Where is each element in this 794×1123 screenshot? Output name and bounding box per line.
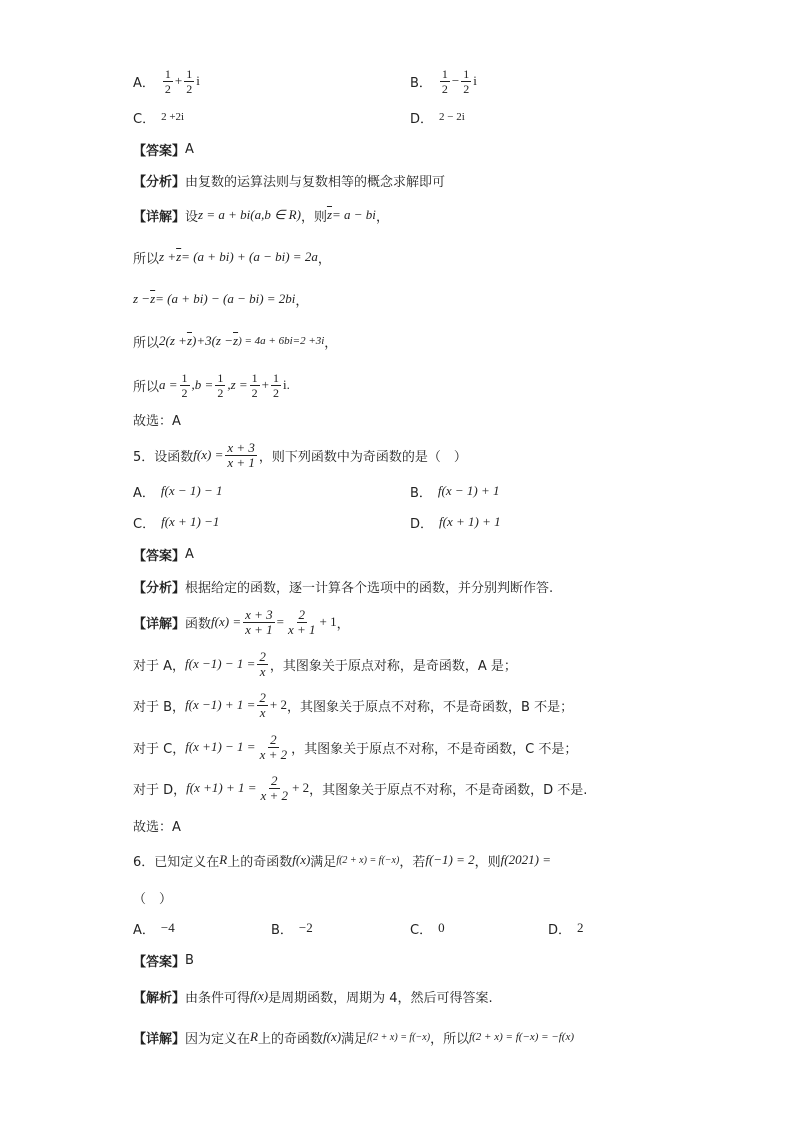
- q5-option-a: [133, 476, 223, 506]
- imag-unit: i: [196, 73, 200, 88]
- math: f(2 + x) = f(−x): [336, 854, 400, 866]
- option-label: A．: [133, 922, 155, 938]
- fraction: $\frac{x + 3}{x + 1}$: [245, 606, 273, 637]
- math: f(x +1) + 1 =: [186, 780, 257, 795]
- analysis-text: 由条件可得: [185, 990, 251, 1006]
- fraction: $\frac{2}{x + 2}$: [260, 772, 289, 803]
- option-label: C．: [133, 516, 156, 532]
- math: f(2 + x) = f(−x) = −f(x): [469, 1031, 574, 1043]
- math: f(x) =: [211, 614, 242, 629]
- text: ，其图象关于原点不对称，不是奇函数，B 不是；: [287, 699, 574, 715]
- math: f(x −1) − 1 =: [185, 656, 256, 671]
- math: f(2 + x) = f(−x): [367, 1031, 431, 1043]
- q5-analysis: [133, 571, 553, 601]
- q5-stem: [133, 438, 467, 472]
- text: 因为定义在: [185, 1031, 251, 1047]
- option-text: 0: [438, 920, 445, 935]
- q6-detail: [133, 1022, 574, 1052]
- question-text: 5．设函数: [133, 449, 194, 465]
- text: ，则: [300, 209, 327, 225]
- question-text: ，则下列函数中为奇函数的是（ ）: [258, 449, 467, 465]
- q4-detail-line3: [133, 284, 308, 314]
- q6-option-a: [133, 913, 175, 943]
- answer-value: A: [185, 546, 194, 562]
- text: ，其图象关于原点不对称，不是奇函数，C 不是；: [291, 741, 578, 757]
- math: z −: [133, 291, 151, 306]
- math: = (a + bi) − (a − bi) = 2bi: [155, 291, 296, 306]
- fraction: $\frac{1}{2}$: [441, 66, 448, 96]
- q5-option-c: [133, 507, 219, 537]
- question-text: 上的奇函数: [227, 854, 293, 870]
- q5-case-c: [133, 730, 577, 764]
- option-text: 2 − 2i: [439, 111, 465, 123]
- question-text: 满足: [310, 854, 337, 870]
- text: 所以: [133, 379, 160, 395]
- option-label: B．: [410, 75, 432, 91]
- detail-tag: 【详解】: [133, 1031, 186, 1047]
- option-label: C．: [410, 922, 433, 938]
- option-label: B．: [410, 485, 432, 501]
- option-label: B．: [271, 922, 293, 938]
- text: 上的奇函数: [257, 1031, 323, 1047]
- question-text: ，则: [474, 854, 501, 870]
- math: +: [261, 377, 270, 392]
- answer-tag: 【答案】: [133, 143, 186, 159]
- math-conj: $\overline{z}$: [326, 207, 333, 222]
- option-label: D．: [548, 922, 572, 938]
- option-label: A．: [133, 485, 155, 501]
- math: a =: [159, 377, 178, 392]
- q6-option-b: [271, 913, 313, 943]
- option-text: f(x − 1) − 1: [160, 483, 223, 498]
- q4-analysis: [133, 165, 445, 195]
- choose-text: 故选：A: [133, 413, 181, 429]
- q4-option-b: [410, 66, 477, 96]
- math: ,b =: [191, 377, 214, 392]
- text: ，: [317, 251, 331, 267]
- q5-case-d: [133, 771, 587, 805]
- detail-tag: 【详解】: [133, 616, 186, 632]
- question-text: ，若: [399, 854, 426, 870]
- text: 设: [185, 209, 199, 225]
- math: f(x) =: [193, 447, 224, 462]
- q4-option-d: [410, 102, 465, 132]
- math-conj: $\overline{z}$: [233, 333, 239, 348]
- fraction: $\frac{1}{2}$: [181, 370, 188, 400]
- answer-value: A: [185, 141, 194, 157]
- q5-option-b: [410, 476, 500, 506]
- answer-tag: 【答案】: [133, 954, 186, 970]
- math: f(−1) = 2: [425, 852, 475, 867]
- math: 2(z +: [159, 333, 187, 348]
- option-label: D．: [410, 111, 434, 127]
- q6-paren: [133, 882, 172, 912]
- fraction: $\frac{1}{2}$: [186, 66, 193, 96]
- q4-detail-line5: [133, 368, 290, 402]
- q5-choose: [133, 810, 181, 840]
- analysis-tag: 【分析】: [133, 580, 186, 596]
- math: f(x +1) − 1 =: [185, 739, 256, 754]
- q5-case-b: [133, 688, 573, 722]
- q4-detail-line4: [133, 326, 337, 356]
- fraction: $\frac{1}{2}$: [463, 66, 470, 96]
- q6-stem: [133, 845, 551, 875]
- option-text: −4: [160, 920, 175, 935]
- choose-text: 故选：A: [133, 819, 181, 835]
- math: z +: [159, 249, 177, 264]
- q4-option-a: [133, 66, 200, 96]
- text: ，其图象关于原点对称，是奇函数，A 是；: [269, 658, 517, 674]
- math: R: [219, 852, 228, 867]
- math-conj: $\overline{z}$: [176, 249, 182, 264]
- math: f(x): [323, 1029, 342, 1044]
- text: ，: [295, 293, 309, 309]
- analysis-text: 由复数的运算法则与复数相等的概念求解即可: [185, 174, 446, 190]
- fraction: $\frac{2}{x + 1}$: [287, 606, 316, 637]
- question-text: 6．已知定义在: [133, 854, 220, 870]
- option-text: f(x + 1) + 1: [439, 514, 501, 529]
- question-text: （ ）: [133, 891, 173, 907]
- text: 对于 C，: [133, 741, 186, 757]
- math: i.: [283, 377, 290, 392]
- q4-answer: [133, 134, 194, 164]
- option-text: f(x − 1) + 1: [437, 483, 500, 498]
- text: 对于 A，: [133, 658, 186, 674]
- text: 所以: [133, 335, 160, 351]
- math: z = a + bi: [198, 207, 251, 222]
- fraction: $\frac{1}{2}$: [164, 66, 171, 96]
- math: + 2: [269, 697, 288, 712]
- plus-sign: +: [174, 73, 183, 88]
- answer-value: B: [185, 952, 194, 968]
- option-text: −2: [298, 920, 313, 935]
- q4-choose: [133, 404, 181, 434]
- text: ，: [375, 209, 389, 225]
- text: 满足: [341, 1031, 368, 1047]
- q5-detail: [133, 605, 350, 639]
- fraction: $\frac{2}{x}$: [259, 689, 266, 720]
- fraction: $\frac{x + 3}{x + 1}$: [227, 439, 255, 470]
- math: )+3(z −: [192, 333, 234, 348]
- q5-case-a: [133, 647, 517, 681]
- analysis-text: 是周期函数，周期为 4，然后可得答案.: [268, 990, 493, 1006]
- text: ，其图象关于原点不对称，不是奇函数，D 不是.: [309, 782, 588, 798]
- math: =: [276, 614, 284, 629]
- math: f(2021) =: [500, 852, 551, 867]
- math: + 1: [319, 614, 337, 629]
- analysis-tag: 【分析】: [133, 174, 186, 190]
- text: 对于 B，: [133, 699, 186, 715]
- option-label: D．: [410, 516, 434, 532]
- detail-tag: 【详解】: [133, 209, 186, 225]
- option-label: A．: [133, 75, 155, 91]
- q5-option-d: [410, 507, 501, 537]
- fraction: $\frac{1}{2}$: [251, 370, 258, 400]
- option-text: 2 +2i: [161, 111, 185, 123]
- fraction: $\frac{2}{x}$: [259, 648, 266, 679]
- q4-option-c: [133, 102, 184, 132]
- fraction: $\frac{1}{2}$: [217, 370, 224, 400]
- q6-answer: [133, 945, 194, 975]
- math: = (a + bi) + (a − bi) = 2a: [181, 249, 318, 264]
- fraction: $\frac{1}{2}$: [273, 370, 280, 400]
- math-conj: $\overline{z}$: [150, 291, 156, 306]
- analysis-text: 根据给定的函数，逐一计算各个选项中的函数，并分别判断作答.: [185, 580, 554, 596]
- q6-option-d: [548, 913, 584, 943]
- q5-answer: [133, 539, 194, 569]
- text: 函数: [185, 616, 212, 632]
- math: ) = 4a + 6bi=2 +3i: [238, 335, 325, 347]
- option-text: f(x + 1) −1: [161, 514, 220, 529]
- text: ，: [336, 616, 350, 632]
- math: f(x −1) + 1 =: [185, 697, 256, 712]
- analysis-tag: 【解析】: [133, 990, 186, 1006]
- math: R: [250, 1029, 258, 1044]
- q4-detail-line2: [133, 242, 331, 272]
- q4-detail-line1: [133, 200, 389, 230]
- imag-unit: i: [473, 73, 477, 88]
- math: + 2: [292, 780, 310, 795]
- math: = a − bi: [332, 207, 376, 222]
- text: ，所以: [430, 1031, 470, 1047]
- math: ,z =: [227, 377, 248, 392]
- q6-analysis: [133, 981, 493, 1011]
- answer-tag: 【答案】: [133, 548, 186, 564]
- option-label: C．: [133, 111, 156, 127]
- q6-option-c: [410, 913, 445, 943]
- minus-sign: −: [451, 73, 460, 88]
- text: ，: [324, 335, 338, 351]
- math: f(x): [250, 988, 269, 1003]
- math-conj: $\overline{z}$: [186, 333, 192, 348]
- math: (a,b ∈ R): [250, 207, 301, 222]
- text: 所以: [133, 251, 160, 267]
- option-text: 2: [577, 920, 584, 935]
- math: f(x): [292, 852, 311, 867]
- text: 对于 D，: [133, 782, 187, 798]
- fraction: $\frac{2}{x + 2}$: [259, 731, 288, 762]
